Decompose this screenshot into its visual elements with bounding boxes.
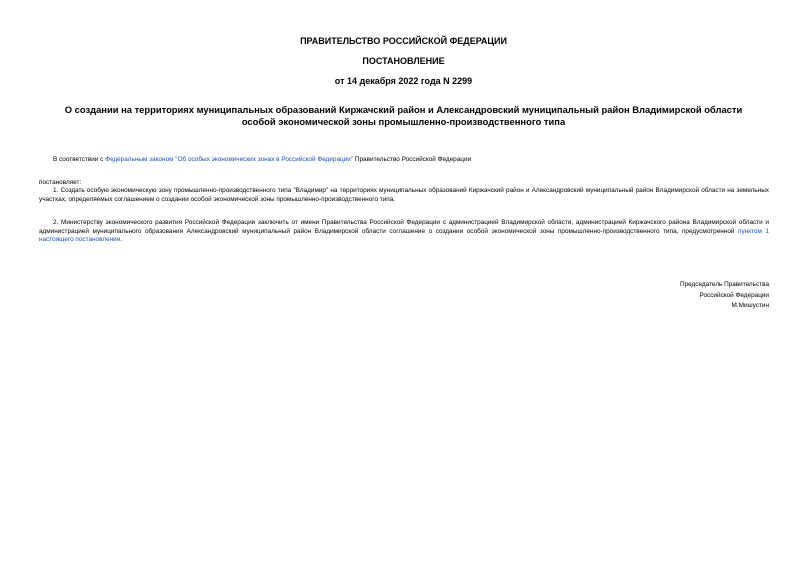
signature-position-line2: Российской Федерации xyxy=(699,291,769,299)
date-number: от 14 декабря 2022 года N 2299 xyxy=(334,76,473,86)
document-title: О создании на территориях муниципальных образований Киржачский район и Александровский муниципальный район Владимирской области особой экономической зоны промышленно-производственного типа xyxy=(64,104,743,127)
federal-law-link[interactable]: Федеральным законом "Об особых экономических зонах в Российской Федерации" xyxy=(105,156,354,163)
item-2-text-before: 2. Министерству экономического развития Российской Федерации заключить от имени Правительства Российской Федерации с администрацией Владимирской области, администрацией Киржачского района Владимирской области и администрацией муниципального образования Александровский муниципальный район Владимирской области соглашение о создании особой экономической зоны промышленно-производственного типа, предусмотренной xyxy=(39,219,769,235)
signature-block xyxy=(569,280,769,312)
doc-type-heading: ПОСТАНОВЛЕНИЕ xyxy=(362,56,445,66)
preamble-text-after: Правительство Российской Федерации xyxy=(353,156,472,163)
preamble-text-before: В соответствии с xyxy=(53,156,106,163)
resolves-text: постановляет: xyxy=(39,179,82,186)
government-heading: ПРАВИТЕЛЬСТВО РОССИЙСКОЙ ФЕДЕРАЦИИ xyxy=(300,36,507,46)
item-2 xyxy=(39,219,769,245)
signature-position-line1: Председатель Правительства xyxy=(680,281,769,288)
signature-name: М.Мишустин xyxy=(731,302,769,309)
preamble xyxy=(39,156,769,165)
item-1-reference-link[interactable]: пунктом 1 настоящего постановления xyxy=(39,227,770,244)
item-1: 1. Создать особую экономическую зону промышленно-производственного типа "Владимир" на территориях муниципальных образований Киржачский район и Александровский муниципальный район Владимирской области на земельных участках, определяемых соглашением о создании особой экономической зоны промышленно-производственного типа. xyxy=(39,187,769,203)
item-2-text-after: . xyxy=(120,236,122,244)
